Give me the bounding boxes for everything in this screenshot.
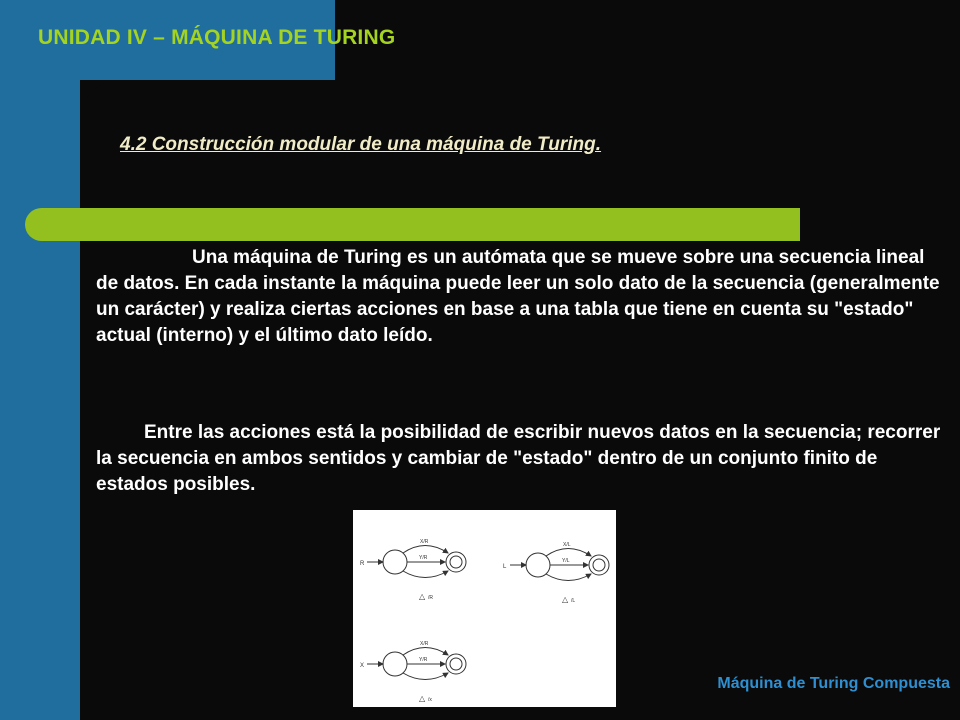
machine-l-name: L xyxy=(503,564,507,570)
machine-l-final-state xyxy=(589,555,609,575)
blank-triangle-icon: △ xyxy=(562,595,569,604)
section-title: 4.2 Construcción modular de una máquina de Turing. xyxy=(120,134,602,155)
turing-machine-diagram xyxy=(353,510,616,707)
machine-r-mid-label: Y/R xyxy=(419,555,428,561)
machine-l-start-state xyxy=(526,553,550,577)
machine-x xyxy=(360,641,466,703)
diagram-caption: Máquina de Turing Compuesta xyxy=(717,675,950,692)
machine-x-name: X xyxy=(360,663,365,669)
machine-x-bottom-label: /x xyxy=(428,697,432,703)
machine-l-bottom-label: /L xyxy=(571,598,576,604)
machine-r xyxy=(360,539,466,601)
machine-r-start-state xyxy=(383,550,407,574)
machine-r-bottom-label: /R xyxy=(428,595,433,601)
body-paragraph-2: Entre las acciones está la posibilidad de escribir nuevos datos en la secuencia; recorrer la secuencia en ambos sentidos y cambiar de "estado" dentro de un conjunto finito de estados posibles. xyxy=(96,422,941,495)
body-paragraph-1: Una máquina de Turing es un autómata que se mueve sobre una secuencia lineal de datos. En cada instante la máquina puede leer un solo dato de la secuencia (generalmente un carácter) y realiza ciertas acciones en base a una tabla que tiene en cuenta su "estado" actual (interno) y el último dato leído. xyxy=(96,247,940,346)
machine-r-top-label: X/R xyxy=(420,539,429,545)
machine-l-top-label: X/L xyxy=(563,542,571,548)
decorative-green-bar xyxy=(25,208,800,241)
left-blue-band xyxy=(0,0,80,720)
machine-x-start-state xyxy=(383,652,407,676)
blank-triangle-icon: △ xyxy=(419,694,426,703)
machine-x-top-label: X/R xyxy=(420,641,429,647)
machine-r-name: R xyxy=(360,561,365,567)
machine-r-final-state xyxy=(446,552,466,572)
machine-x-final-state xyxy=(446,654,466,674)
machine-x-mid-label: Y/R xyxy=(419,657,428,663)
blank-triangle-icon: △ xyxy=(419,592,426,601)
machine-l-mid-label: Y/L xyxy=(562,558,570,564)
machine-l xyxy=(503,542,609,604)
slide-header-title: UNIDAD IV – MÁQUINA DE TURING xyxy=(38,26,396,49)
